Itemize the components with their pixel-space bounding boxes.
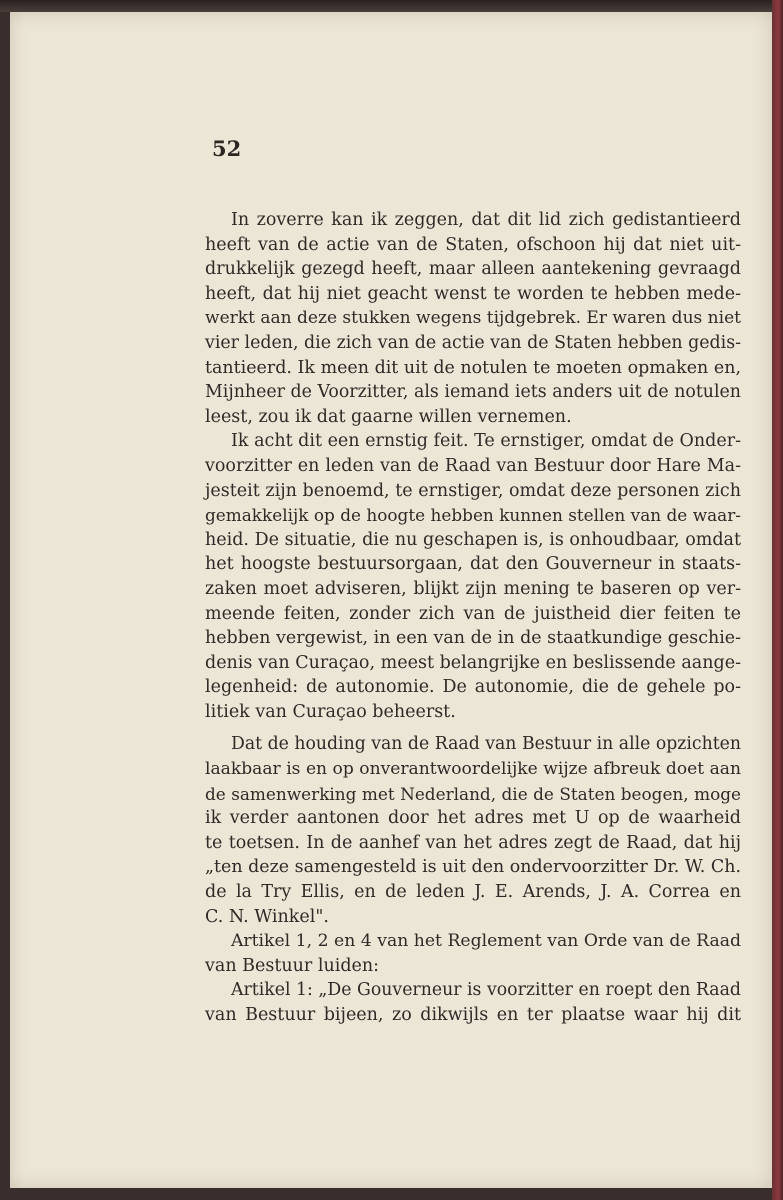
text-line: de la Try Ellis, en de leden J. E. Arends, J. A. Correa en [205, 882, 741, 903]
text-line: Mijnheer de Voorzitter, als iemand iets anders uit de notulen [205, 382, 741, 403]
text-line: denis van Curaçao, meest belangrijke en beslissende aange- [205, 652, 741, 673]
text-line: Ik acht dit een ernstig feit. Te ernstiger, omdat de Onder- [231, 431, 741, 452]
text-line: In zoverre kan ik zeggen, dat dit lid zich gedistantieerd [231, 210, 741, 230]
text-line: van Bestuur luiden: [205, 955, 380, 976]
paragraph-spacer [205, 724, 741, 732]
text-line: heeft van de actie van de Staten, ofschoon hij dat niet uit- [205, 234, 741, 255]
text-line: „ten deze samengesteld is uit den ondervoorzitter Dr. W. Ch. [205, 857, 741, 878]
text-line: te toetsen. In de aanhef van het adres zegt de Raad, dat hij [205, 832, 741, 853]
text-line: laakbaar is en op onverantwoordelijke wijze afbreuk doet aan [205, 759, 741, 780]
text-line: legenheid: de autonomie. De autonomie, die de gehele po- [205, 677, 741, 698]
text-line: Dat de houding van de Raad van Bestuur in alle opzichten [231, 734, 741, 755]
text-line: het hoogste bestuursorgaan, dat den Gouverneur in staats- [205, 554, 741, 575]
text-line: leest, zou ik dat gaarne willen vernemen. [205, 406, 572, 427]
text-line: heid. De situatie, die nu geschapen is, is onhoudbaar, omdat [205, 529, 741, 550]
paragraph-5 [205, 978, 741, 1027]
body-text [205, 208, 741, 1028]
text-line: gemakkelijk op de hoogte hebben kunnen stellen van de waar- [205, 505, 741, 526]
text-line: vier leden, die zich van de actie van de Staten hebben gedis- [205, 332, 741, 353]
paragraph-3 [205, 732, 741, 929]
book-top-edge [0, 0, 783, 12]
text-line: de samenwerking met Nederland, die de Staten beogen, moge [205, 783, 741, 804]
book-binding-edge [772, 0, 783, 1200]
text-line: heeft, dat hij niet geacht wenst te worden te hebben mede- [205, 283, 741, 304]
text-line: jesteit zijn benoemd, te ernstiger, omdat deze personen zich [205, 480, 741, 501]
paragraph-1 [205, 208, 741, 429]
text-line: litiek van Curaçao beheerst. [205, 701, 456, 722]
text-line: Artikel 1: „De Gouverneur is voorzitter en roept den Raad [231, 980, 741, 1001]
paragraph-4 [205, 929, 741, 978]
text-line: ik verder aantonen door het adres met U op de waarheid [205, 808, 741, 829]
text-line: drukkelijk gezegd heeft, maar alleen aantekening gevraagd [205, 259, 741, 280]
page-number: 52 [212, 136, 242, 161]
paragraph-2 [205, 429, 741, 724]
text-line: van Bestuur bijeen, zo dikwijls en ter plaatse waar hij dit [205, 1005, 741, 1025]
text-line: werkt aan deze stukken wegens tijdgebrek. Er waren dus niet [205, 308, 741, 329]
text-line: zaken moet adviseren, blijkt zijn mening te baseren op ver- [205, 578, 741, 599]
text-line: tantieerd. Ik meen dit uit de notulen te moeten opmaken en, [205, 357, 741, 378]
text-line: voorzitter en leden van de Raad van Bestuur door Hare Ma- [205, 455, 741, 476]
text-line: meende feiten, zonder zich van de juistheid dier feiten te [205, 603, 741, 624]
text-line: Artikel 1, 2 en 4 van het Reglement van Orde van de Raad [231, 931, 741, 952]
text-line: C. N. Winkel". [205, 906, 329, 927]
text-line: hebben vergewist, in een van de in de staatkundige geschie- [205, 628, 741, 649]
